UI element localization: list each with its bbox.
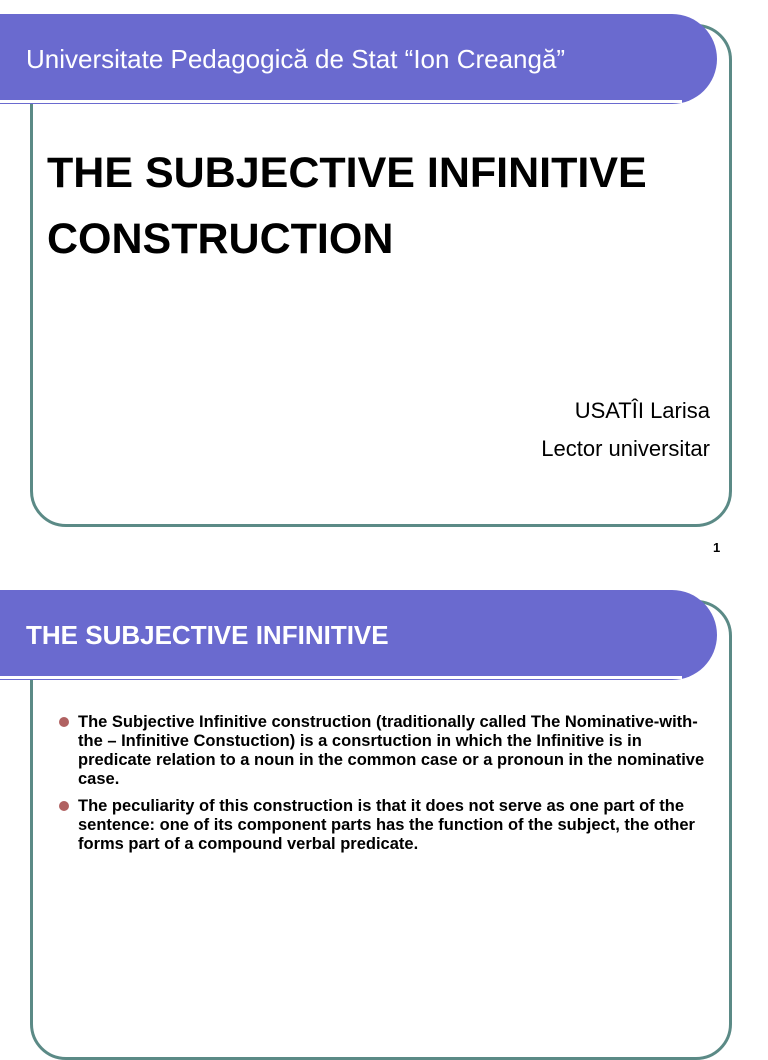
slide-2-header-band — [0, 590, 717, 680]
author-name: USATÎI Larisa — [574, 398, 710, 423]
author-block — [541, 392, 710, 468]
bullet-item — [58, 797, 706, 854]
bullet-dot-icon — [59, 801, 69, 811]
slide-1-title-line-1: THE SUBJECTIVE INFINITIVE — [47, 149, 647, 197]
slide-2-header-title: THE SUBJECTIVE INFINITIVE — [26, 620, 389, 650]
bullet-dot-icon — [59, 717, 69, 727]
slide-1-header-band — [0, 14, 717, 104]
bullet-item — [58, 713, 706, 789]
slide-1-title — [47, 140, 727, 272]
bullet-text: The Subjective Infinitive construction (traditionally called The Nominative-with-the – Infinitive Constuction) is a consrtuction in which the Infinitive is in predicate relation to a noun in the common case or a pronoun in the nominative case. — [78, 713, 705, 788]
slide-1-header-title: Universitate Pedagogică de Stat “Ion Creangă” — [26, 44, 566, 74]
bullet-text: The peculiarity of this construction is that it does not serve as one part of the sentence: one of its component parts has the function of the subject, the other forms part of a compound verbal predicate. — [78, 797, 695, 853]
author-position: Lector universitar — [541, 436, 710, 461]
slide-1-header-rule — [0, 100, 682, 103]
page-number: 1 — [713, 540, 721, 555]
slide-2-header-rule — [0, 676, 682, 679]
bullet-list — [58, 713, 706, 862]
slide-1-title-line-2: CONSTRUCTION — [47, 215, 394, 263]
